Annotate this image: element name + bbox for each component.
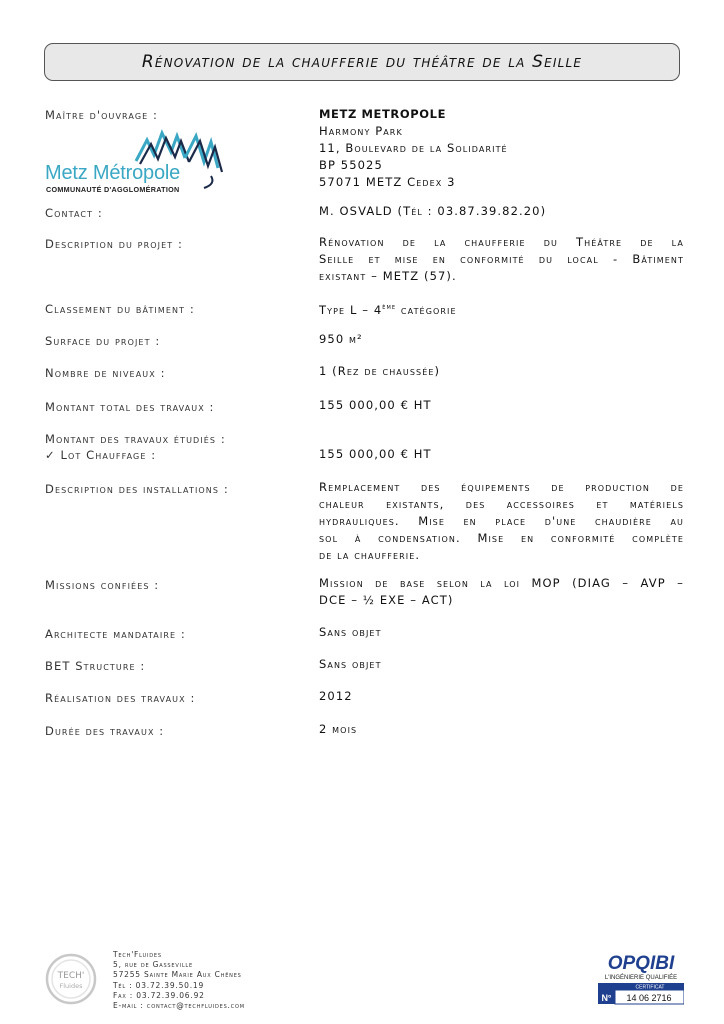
installations-line: hydrauliques. Mise en place d'une chaudière au — [319, 514, 684, 528]
opqibi-tagline: L'INGÉNIERIE QUALIFIÉE — [604, 975, 678, 981]
footer-phone: Tél : 03.72.39.50.19 — [113, 980, 205, 990]
contact-value: M. OSVALD (Tél : 03.87.39.82.20) — [319, 204, 547, 218]
classement-label: Classement du bâtiment : — [45, 302, 195, 316]
maitre-ouvrage-label: Maître d'ouvrage : — [45, 108, 159, 122]
lot-chauffage-item — [45, 448, 156, 462]
architecte-value: Sans objet — [319, 625, 382, 639]
installations-line: de la chaufferie. — [319, 548, 421, 562]
opqibi-logo-icon — [598, 950, 684, 1006]
opqibi-cert-label: CERTIFICAT — [635, 984, 665, 991]
footer-city: 57255 Sainte Marie Aux Chênes — [113, 970, 242, 980]
duree-label: Durée des travaux : — [45, 724, 165, 738]
metz-logo-name: Metz Métropole — [45, 162, 181, 184]
check-icon: ✓ — [45, 448, 56, 462]
footer-street: 5, rue de Gasseville — [113, 960, 193, 970]
maitre-ouvrage-name: METZ METROPOLE — [319, 107, 447, 121]
realisation-value: 2012 — [319, 689, 353, 703]
metz-logo-subtitle: COMMUNAUTÉ D'AGGLOMÉRATION — [46, 185, 180, 194]
lot-chauffage-value: 155 000,00 € HT — [319, 447, 432, 461]
techfluides-logo-line1: TECH' — [57, 971, 85, 981]
niveaux-label: Nombre de niveaux : — [45, 366, 166, 380]
opqibi-number: 14 06 2716 — [626, 993, 672, 1003]
footer-email[interactable]: E-mail : contact@techfluides.com — [113, 1001, 245, 1011]
niveaux-value: 1 (Rez de chaussée) — [319, 364, 441, 378]
duree-value: 2 mois — [319, 722, 358, 736]
description-line: Seille et mise en conformité du local - Bâtiment — [319, 252, 684, 266]
bet-structure-value: Sans objet — [319, 657, 382, 671]
description-label: Description du projet : — [45, 237, 183, 251]
address-line: BP 55025 — [319, 158, 383, 172]
maitre-ouvrage-block — [319, 106, 684, 191]
techfluides-logo — [44, 952, 98, 1006]
installations-value — [319, 479, 684, 564]
description-line: Rénovation de la chaufferie du Théâtre de la — [319, 235, 684, 249]
page-title: Rénovation de la chaufferie du théâtre de la Seille — [141, 52, 583, 72]
missions-line: Mission de base selon la loi MOP (DIAG – AVP – — [319, 576, 684, 590]
metz-metropole-logo — [44, 128, 240, 196]
installations-line: Remplacement des équipements de production de — [319, 480, 684, 494]
surface-label: Surface du projet : — [45, 334, 161, 348]
lot-chauffage-label: Lot Chauffage : — [60, 448, 157, 462]
address-line: 57071 METZ Cedex 3 — [319, 175, 456, 189]
missions-label: Missions confiées : — [45, 578, 160, 592]
surface-value: 950 m² — [319, 332, 363, 346]
footer-company: Tech'Fluides — [113, 950, 162, 959]
techfluides-circle-icon — [44, 952, 98, 1006]
missions-value — [319, 575, 684, 609]
opqibi-num-label: N° — [601, 993, 612, 1003]
installations-line: sol à condensation. Mise en conformité complète — [319, 531, 684, 545]
footer-contact-block — [113, 950, 245, 1011]
realisation-label: Réalisation des travaux : — [45, 691, 196, 705]
address-line: Harmony Park — [319, 124, 403, 138]
architecte-label: Architecte mandataire : — [45, 627, 186, 641]
montant-total-value: 155 000,00 € HT — [319, 398, 432, 412]
opqibi-certificate-logo — [598, 950, 684, 1006]
opqibi-brand: OPQIBI — [607, 953, 675, 974]
contact-label: Contact : — [45, 206, 103, 220]
montant-etudies-label: Montant des travaux étudiés : — [45, 432, 226, 446]
montant-total-label: Montant total des travaux : — [45, 400, 215, 414]
page-title-box — [44, 43, 680, 81]
footer-fax: Fax : 03.72.39.06.92 — [113, 990, 205, 1000]
description-line: existant – METZ (57). — [319, 269, 457, 283]
installations-line: chaleur existants, des accessoires et matériels — [319, 497, 684, 511]
bet-structure-label: BET Structure : — [45, 659, 146, 673]
techfluides-logo-line2: Fluides — [59, 982, 83, 990]
installations-label: Description des installations : — [45, 482, 229, 496]
missions-line: DCE – ½ EXE – ACT) — [319, 593, 454, 607]
classement-value: Type L – 4ème catégorie — [319, 302, 457, 317]
address-line: 11, Boulevard de la Solidarité — [319, 141, 508, 155]
description-value — [319, 234, 684, 285]
